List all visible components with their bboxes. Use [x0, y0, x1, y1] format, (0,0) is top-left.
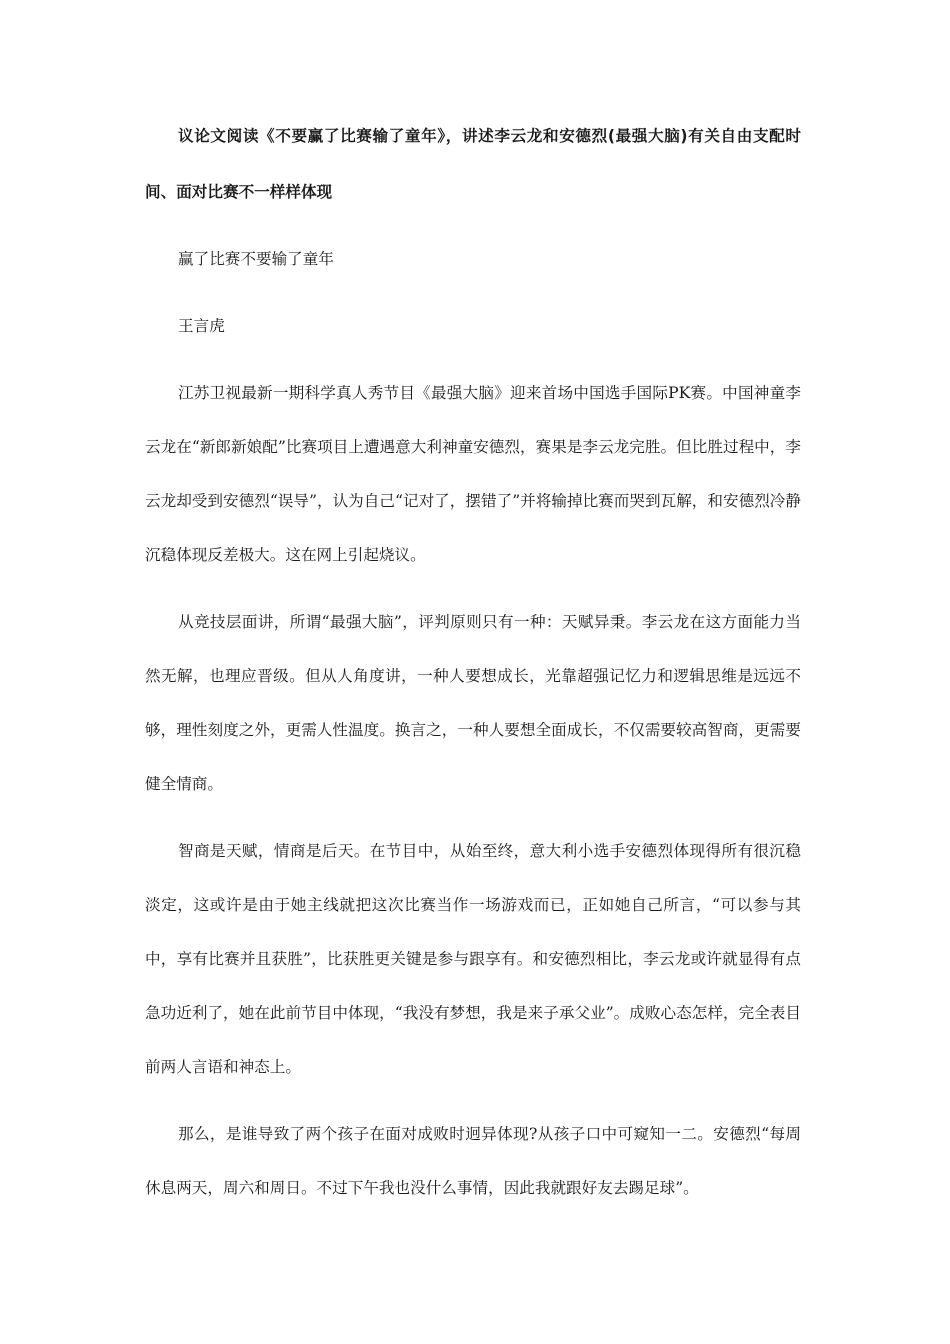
paragraph-3: 智商是天赋，情商是后天。在节目中，从始至终，意大利小选手安德烈体现得所有很沉稳淡定，这或许是由于她主线就把这次比赛当作一场游戏而已，正如她自己所言，“可以参与其中，享有比赛并且获胜”，比获胜更关键是参与跟享有。和安德烈相比，李云龙或许就显得有点急功近利了，她在此前节目中体现，“我没有梦想，我是来子承父业”。成败心态怎样，完全表目前两人言语和神态上。	[145, 842, 801, 1076]
article-author: 王言虎	[178, 317, 225, 335]
paragraph-4: 那么，是谁导致了两个孩子在面对成败时迥异体现?从孩子口中可窥知一二。安德烈“每周休息两天，周六和周日。不过下午我也没什么事情，因此我就跟好友去踢足球”。	[145, 1125, 801, 1197]
article-title: 赢了比赛不要输了童年	[178, 250, 334, 268]
document-heading: 议论文阅读《不要赢了比赛输了童年》，讲述李云龙和安德烈(最强大脑)有关自由支配时间、面对比赛不一样样体现	[145, 127, 801, 201]
paragraph-1: 江苏卫视最新一期科学真人秀节目《最强大脑》迎来首场中国选手国际PK赛。中国神童李云龙在“新郎新娘配”比赛项目上遭遇意大利神童安德烈，赛果是李云龙完胜。但比胜过程中，李云龙却受到安德烈“误导”，认为自己“记对了，摆错了”并将输掉比赛而哭到瓦解，和安德烈冷静沉稳体现反差极大。这在网上引起烧议。	[145, 384, 801, 564]
paragraph-2: 从竞技层面讲，所谓“最强大脑”，评判原则只有一种：天赋异秉。李云龙在这方面能力当然无解，也理应晋级。但从人角度讲，一种人要想成长，光靠超强记忆力和逻辑思维是远远不够，理性刻度之外，更需人性温度。换言之，一种人要想全面成长，不仅需要较高智商，更需要健全情商。	[145, 613, 801, 793]
document-page	[145, 108, 801, 1215]
